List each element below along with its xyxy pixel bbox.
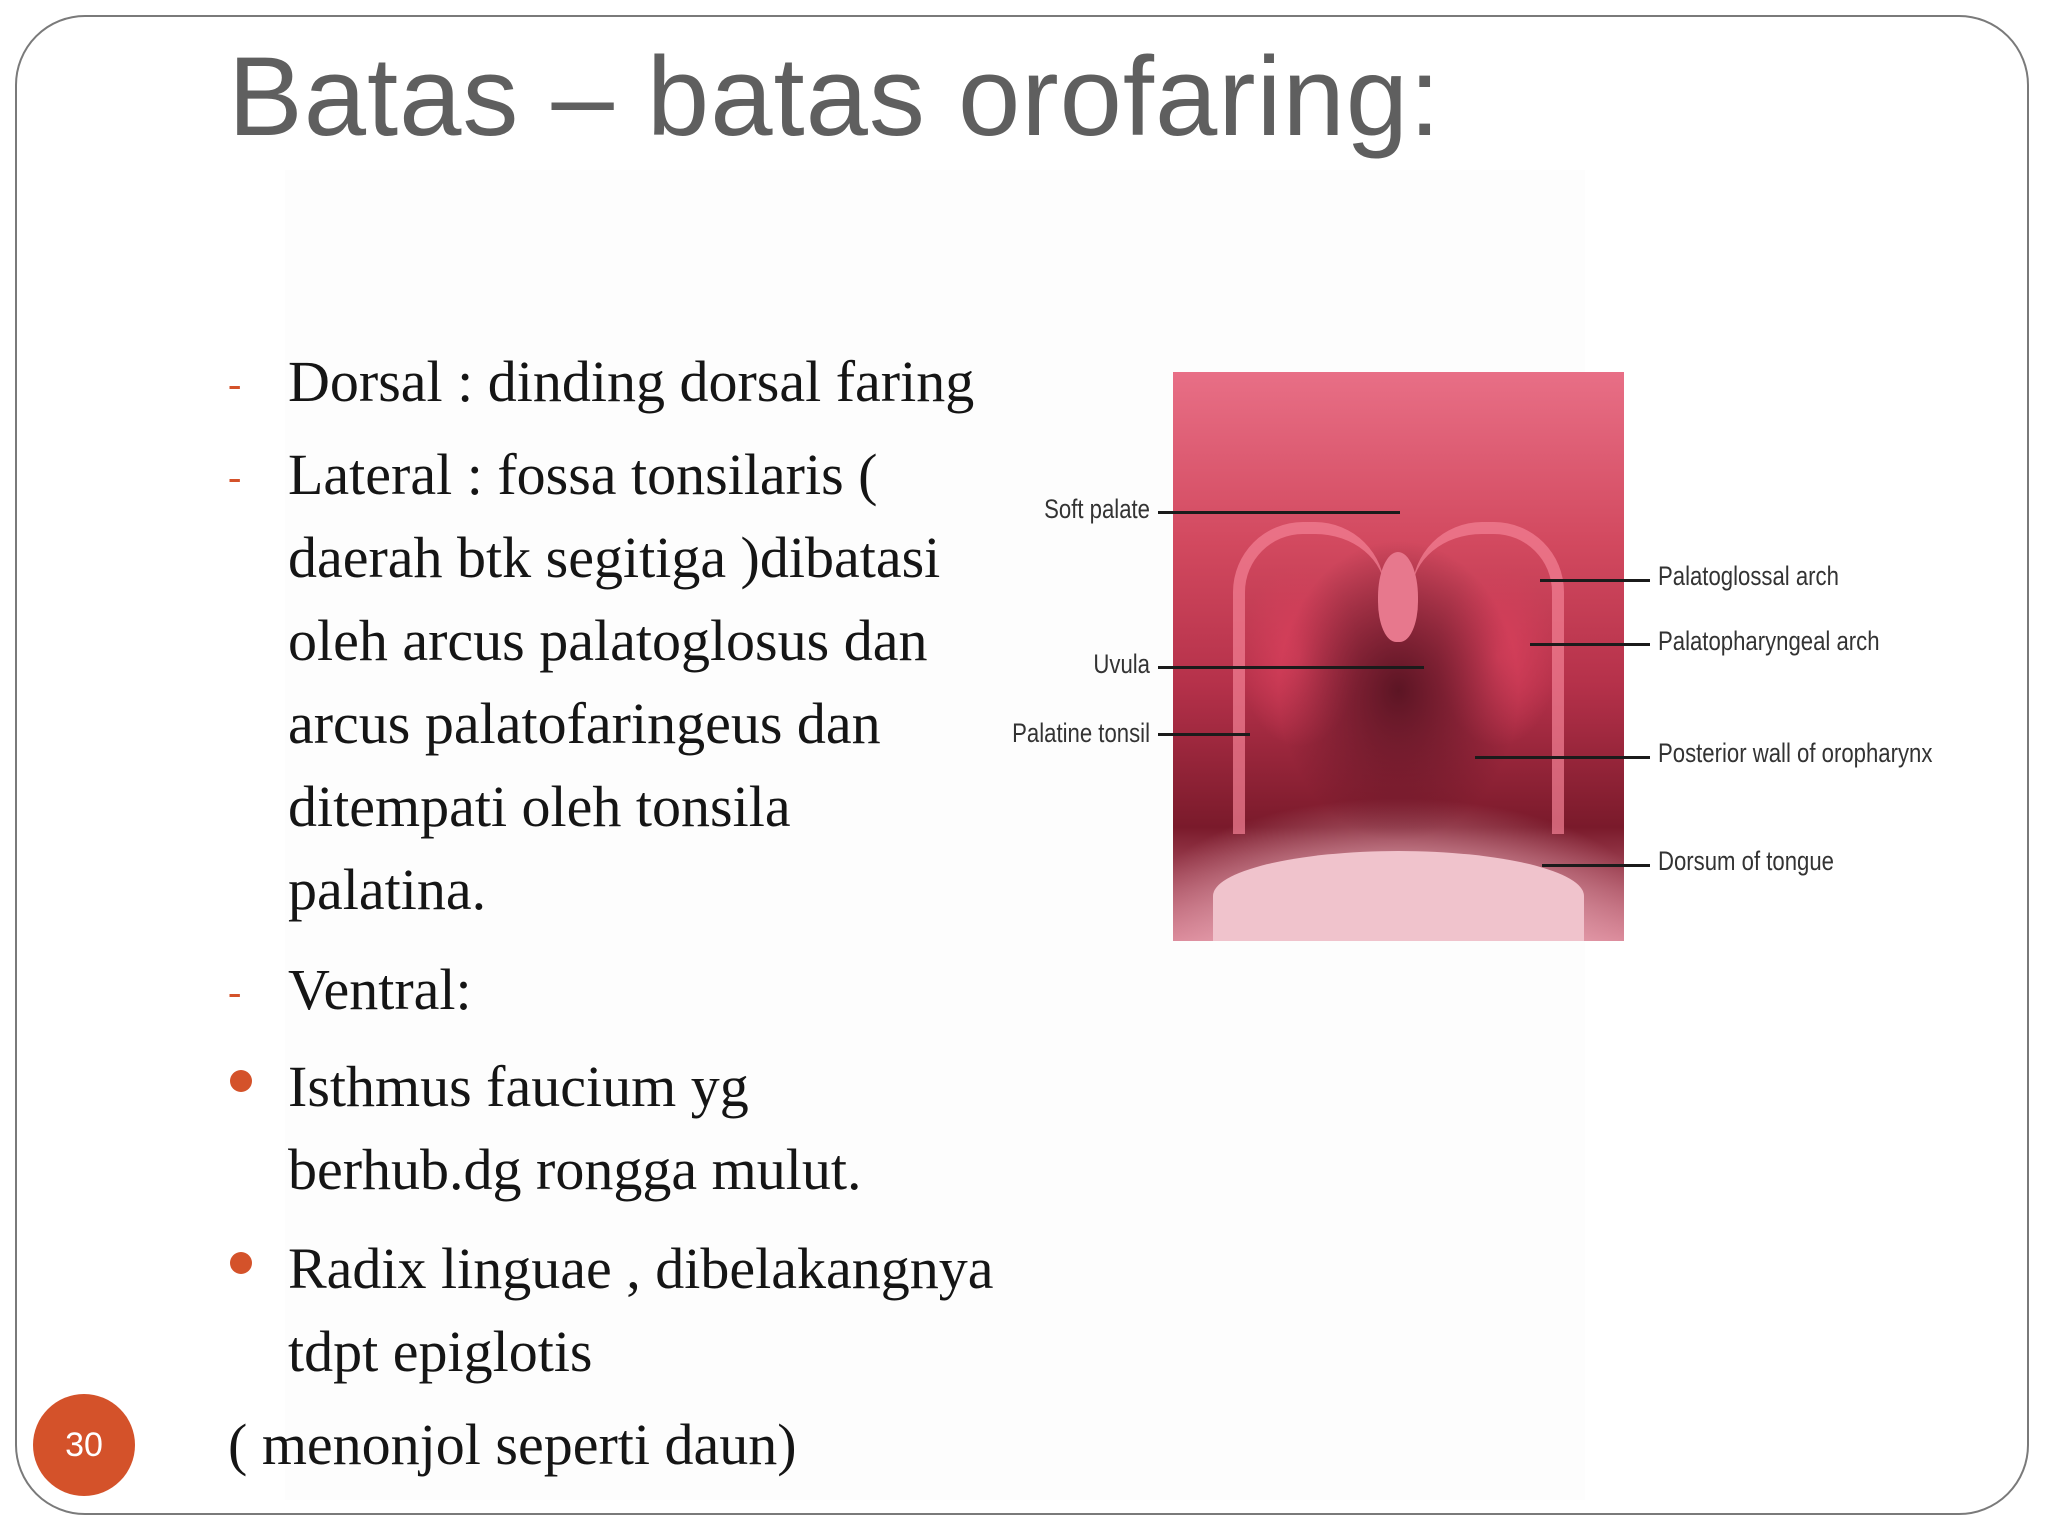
label-posterior-wall: Posterior wall of oropharynx: [1658, 738, 1933, 768]
leader-line: [1158, 733, 1250, 736]
label-soft-palate: Soft palate: [1044, 494, 1150, 524]
dash-bullet: -: [228, 454, 242, 499]
leader-line: [1540, 579, 1650, 582]
label-palatopharyngeal-arch: Palatopharyngeal arch: [1658, 626, 1880, 656]
dash-bullet: -: [228, 969, 242, 1014]
page-number-badge: 30: [33, 1394, 135, 1496]
label-palatoglossal-arch: Palatoglossal arch: [1658, 561, 1839, 591]
oropharynx-photo: [1173, 372, 1624, 941]
bullet-text: Lateral : fossa tonsilaris ( daerah btk segitiga )dibatasi oleh arcus palatoglosus dan arcus palatofaringeus dan ditempati oleh tonsila palatina.: [288, 442, 941, 922]
label-dorsum-of-tongue: Dorsum of tongue: [1658, 846, 1834, 876]
label-palatine-tonsil: Palatine tonsil: [1012, 718, 1150, 748]
dash-bullet: -: [228, 361, 242, 406]
label-uvula: Uvula: [1093, 649, 1150, 679]
arch-shape: [1412, 522, 1564, 834]
leader-line: [1475, 756, 1650, 759]
arch-shape: [1233, 522, 1385, 834]
closing-line: ( menonjol seperti daun): [228, 1412, 797, 1477]
round-bullet: [230, 1070, 252, 1092]
bullet-text: Dorsal : dinding dorsal faring: [288, 349, 975, 414]
tongue-shape: [1213, 851, 1584, 941]
slide-title: Batas – batas orofaring:: [228, 34, 1442, 159]
bullet-text: Ventral:: [288, 957, 472, 1022]
leader-line: [1542, 864, 1650, 867]
bullet-text: Radix linguae , dibelakangnya tdpt epiglotis: [288, 1236, 994, 1384]
round-bullet: [230, 1252, 252, 1274]
leader-line: [1158, 666, 1424, 669]
leader-line: [1158, 511, 1400, 514]
leader-line: [1530, 643, 1650, 646]
uvula-shape: [1378, 552, 1418, 642]
bullet-text: Isthmus faucium yg berhub.dg rongga mulut.: [288, 1054, 862, 1202]
